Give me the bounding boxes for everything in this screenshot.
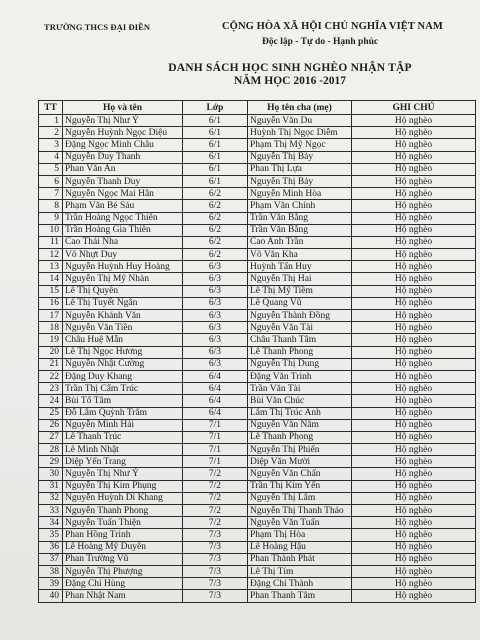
row-number: 5 xyxy=(39,163,63,175)
class-name: 7/2 xyxy=(183,517,248,529)
student-name: Phan Hồng Trinh xyxy=(63,529,183,541)
parent-name: Nguyễn Thị Thanh Thảo xyxy=(248,505,352,517)
parent-name: Lê Thị Mỹ Tiềm xyxy=(248,285,352,297)
class-name: 6/2 xyxy=(183,200,248,212)
national-motto: Độc lập - Tự do - Hạnh phúc xyxy=(262,37,379,47)
student-name: Trần Hoàng Ngọc Thiên xyxy=(63,212,183,224)
class-name: 6/1 xyxy=(183,127,248,139)
school-year: NĂM HỌC 2016 -2017 xyxy=(233,75,347,87)
student-name: Cao Thái Nha xyxy=(63,236,183,248)
note-cell: Hộ nghèo xyxy=(352,395,476,407)
class-name: 7/1 xyxy=(183,456,248,468)
row-number: 16 xyxy=(39,297,63,309)
note-cell: Hộ nghèo xyxy=(352,492,476,504)
row-number: 33 xyxy=(39,505,63,517)
parent-name: Nguyễn Văn Tài xyxy=(248,322,352,334)
student-name: Nguyễn Khánh Văn xyxy=(63,310,183,322)
note-cell: Hộ nghèo xyxy=(352,310,476,322)
row-number: 15 xyxy=(39,285,63,297)
parent-name: Phạm Thị Mỹ Ngọc xyxy=(248,139,352,151)
parent-name: Đặng Văn Trình xyxy=(248,370,352,382)
student-name: Phan Nhật Nam xyxy=(63,590,183,602)
student-name: Nguyễn Thanh Phong xyxy=(63,505,183,517)
class-name: 6/3 xyxy=(183,334,248,346)
student-name: Châu Huệ Mẫn xyxy=(63,334,183,346)
class-name: 6/4 xyxy=(183,395,248,407)
parent-name: Lê Hoàng Hậu xyxy=(248,541,352,553)
note-cell: Hộ nghèo xyxy=(352,261,476,273)
table-row xyxy=(39,163,476,175)
table-row xyxy=(39,358,476,370)
parent-name: Trần Thị Kim Yến xyxy=(248,480,352,492)
parent-name: Lê Thị Tím xyxy=(248,565,352,577)
note-cell: Hộ nghèo xyxy=(352,370,476,382)
table-row xyxy=(39,419,476,431)
note-cell: Hộ nghèo xyxy=(352,431,476,443)
parent-name: Phạm Văn Chính xyxy=(248,200,352,212)
table-row xyxy=(39,431,476,443)
row-number: 4 xyxy=(39,151,63,163)
table-row xyxy=(39,310,476,322)
table-header-row xyxy=(39,101,476,115)
column-header-tt: TT xyxy=(39,101,63,115)
note-cell: Hộ nghèo xyxy=(352,590,476,602)
parent-name: Phạm Thị Hòa xyxy=(248,529,352,541)
student-name: Phan Văn An xyxy=(63,163,183,175)
student-name: Nguyễn Văn Tiền xyxy=(63,322,183,334)
row-number: 26 xyxy=(39,419,63,431)
class-name: 6/2 xyxy=(183,212,248,224)
note-cell: Hộ nghèo xyxy=(352,358,476,370)
table-row xyxy=(39,188,476,200)
parent-name: Nguyễn Thị Bảy xyxy=(248,175,352,187)
row-number: 3 xyxy=(39,139,63,151)
row-number: 32 xyxy=(39,492,63,504)
note-cell: Hộ nghèo xyxy=(352,163,476,175)
parent-name: Nguyễn Thị Phiến xyxy=(248,444,352,456)
row-number: 2 xyxy=(39,127,63,139)
note-cell: Hộ nghèo xyxy=(352,322,476,334)
parent-name: Nguyễn Thị Lâm xyxy=(248,492,352,504)
table-row xyxy=(39,224,476,236)
table-row xyxy=(39,395,476,407)
row-number: 6 xyxy=(39,175,63,187)
school-name: TRƯỜNG THCS ĐẠI ĐIỀN xyxy=(44,22,151,32)
student-name: Đặng Ngọc Minh Châu xyxy=(63,139,183,151)
row-number: 9 xyxy=(39,212,63,224)
parent-name: Lâm Thị Trúc Anh xyxy=(248,407,352,419)
note-cell: Hộ nghèo xyxy=(352,151,476,163)
parent-name: Nguyễn Văn Tuấn xyxy=(248,517,352,529)
parent-name: Lê Thanh Phong xyxy=(248,431,352,443)
row-number: 34 xyxy=(39,517,63,529)
class-name: 6/1 xyxy=(183,139,248,151)
table-row xyxy=(39,273,476,285)
class-name: 6/3 xyxy=(183,358,248,370)
parent-name: Nguyễn Văn Du xyxy=(248,115,352,127)
table-row xyxy=(39,590,476,602)
note-cell: Hộ nghèo xyxy=(352,346,476,358)
row-number: 28 xyxy=(39,444,63,456)
row-number: 27 xyxy=(39,431,63,443)
table-body xyxy=(39,115,476,603)
table-row xyxy=(39,236,476,248)
table-row xyxy=(39,480,476,492)
note-cell: Hộ nghèo xyxy=(352,565,476,577)
note-cell: Hộ nghèo xyxy=(352,419,476,431)
student-name: Nguyễn Tuấn Thiện xyxy=(63,517,183,529)
parent-name: Phan Thành Phát xyxy=(248,553,352,565)
row-number: 13 xyxy=(39,261,63,273)
student-name: Nguyễn Thị Như Ý xyxy=(63,115,183,127)
table-row xyxy=(39,285,476,297)
row-number: 22 xyxy=(39,370,63,382)
table-row xyxy=(39,297,476,309)
student-name: Nguyễn Duy Thanh xyxy=(63,151,183,163)
parent-name: Nguyễn Văn Năm xyxy=(248,419,352,431)
class-name: 7/3 xyxy=(183,541,248,553)
row-number: 20 xyxy=(39,346,63,358)
table-row xyxy=(39,553,476,565)
class-name: 6/1 xyxy=(183,151,248,163)
class-name: 6/2 xyxy=(183,224,248,236)
class-name: 6/3 xyxy=(183,285,248,297)
national-heading: CỘNG HÒA XÃ HỘI CHỦ NGHĨA VIỆT NAM xyxy=(222,21,443,32)
note-cell: Hộ nghèo xyxy=(352,249,476,261)
table-row xyxy=(39,492,476,504)
table-row xyxy=(39,200,476,212)
table-row xyxy=(39,444,476,456)
student-name: Lê Thị Quyên xyxy=(63,285,183,297)
student-name: Đỗ Lâm Quỳnh Trâm xyxy=(63,407,183,419)
class-name: 7/1 xyxy=(183,431,248,443)
note-cell: Hộ nghèo xyxy=(352,200,476,212)
table-row xyxy=(39,407,476,419)
student-name: Nguyễn Huỳnh Ngọc Diệu xyxy=(63,127,183,139)
student-name: Nguyễn Thị Phượng xyxy=(63,565,183,577)
class-name: 7/3 xyxy=(183,590,248,602)
student-name: Lê Hoàng Mỹ Duyên xyxy=(63,541,183,553)
note-cell: Hộ nghèo xyxy=(352,468,476,480)
class-name: 6/4 xyxy=(183,383,248,395)
note-cell: Hộ nghèo xyxy=(352,175,476,187)
student-table xyxy=(38,100,476,603)
class-name: 6/3 xyxy=(183,346,248,358)
student-name: Nguyễn Thị Mỹ Nhàn xyxy=(63,273,183,285)
note-cell: Hộ nghèo xyxy=(352,188,476,200)
parent-name: Diệp Văn Mười xyxy=(248,456,352,468)
table-row xyxy=(39,261,476,273)
note-cell: Hộ nghèo xyxy=(352,517,476,529)
parent-name: Trần Văn Tài xyxy=(248,383,352,395)
table-row xyxy=(39,383,476,395)
class-name: 6/4 xyxy=(183,407,248,419)
parent-name: Huỳnh Thị Ngọc Diễm xyxy=(248,127,352,139)
parent-name: Trần Văn Bằng xyxy=(248,224,352,236)
note-cell: Hộ nghèo xyxy=(352,456,476,468)
note-cell: Hộ nghèo xyxy=(352,127,476,139)
class-name: 7/3 xyxy=(183,553,248,565)
row-number: 25 xyxy=(39,407,63,419)
class-name: 6/3 xyxy=(183,310,248,322)
table-row xyxy=(39,115,476,127)
class-name: 7/2 xyxy=(183,468,248,480)
table-row xyxy=(39,505,476,517)
table-row xyxy=(39,565,476,577)
parent-name: Võ Văn Kha xyxy=(248,249,352,261)
note-cell: Hộ nghèo xyxy=(352,115,476,127)
row-number: 10 xyxy=(39,224,63,236)
row-number: 30 xyxy=(39,468,63,480)
table-row xyxy=(39,541,476,553)
table-row xyxy=(39,529,476,541)
row-number: 29 xyxy=(39,456,63,468)
student-name: Đặng Duy Khang xyxy=(63,370,183,382)
column-header-note: GHI CHÚ xyxy=(352,101,476,115)
column-header-class: Lớp xyxy=(183,101,248,115)
row-number: 37 xyxy=(39,553,63,565)
class-name: 6/2 xyxy=(183,188,248,200)
class-name: 6/3 xyxy=(183,297,248,309)
table-row xyxy=(39,370,476,382)
parent-name: Châu Thanh Tâm xyxy=(248,334,352,346)
class-name: 7/3 xyxy=(183,578,248,590)
class-name: 6/2 xyxy=(183,249,248,261)
note-cell: Hộ nghèo xyxy=(352,480,476,492)
class-name: 6/1 xyxy=(183,163,248,175)
parent-name: Nguyễn Thị Dung xyxy=(248,358,352,370)
row-number: 35 xyxy=(39,529,63,541)
table-row xyxy=(39,249,476,261)
row-number: 1 xyxy=(39,115,63,127)
row-number: 36 xyxy=(39,541,63,553)
row-number: 38 xyxy=(39,565,63,577)
row-number: 24 xyxy=(39,395,63,407)
row-number: 12 xyxy=(39,249,63,261)
table-row xyxy=(39,517,476,529)
row-number: 31 xyxy=(39,480,63,492)
note-cell: Hộ nghèo xyxy=(352,212,476,224)
note-cell: Hộ nghèo xyxy=(352,444,476,456)
student-name: Nguyễn Huỳnh Huy Hoàng xyxy=(63,261,183,273)
note-cell: Hộ nghèo xyxy=(352,553,476,565)
table-row xyxy=(39,468,476,480)
student-name: Nguyễn Thanh Duy xyxy=(63,175,183,187)
note-cell: Hộ nghèo xyxy=(352,529,476,541)
row-number: 19 xyxy=(39,334,63,346)
note-cell: Hộ nghèo xyxy=(352,383,476,395)
document-title: DANH SÁCH HỌC SINH NGHÈO NHẬN TẬP xyxy=(168,62,412,74)
note-cell: Hộ nghèo xyxy=(352,297,476,309)
row-number: 23 xyxy=(39,383,63,395)
row-number: 21 xyxy=(39,358,63,370)
table-row xyxy=(39,139,476,151)
row-number: 11 xyxy=(39,236,63,248)
class-name: 6/4 xyxy=(183,370,248,382)
class-name: 7/2 xyxy=(183,505,248,517)
note-cell: Hộ nghèo xyxy=(352,224,476,236)
student-name: Trần Hoàng Gia Thiên xyxy=(63,224,183,236)
student-name: Lê Thị Ngọc Hương xyxy=(63,346,183,358)
parent-name: Lê Quang Vũ xyxy=(248,297,352,309)
parent-name: Trần Văn Bằng xyxy=(248,212,352,224)
student-name: Nguyễn Thị Kim Phụng xyxy=(63,480,183,492)
parent-name: Đặng Chí Thành xyxy=(248,578,352,590)
student-name: Nguyễn Huỳnh Di Khang xyxy=(63,492,183,504)
row-number: 40 xyxy=(39,590,63,602)
student-name: Diệp Yến Trang xyxy=(63,456,183,468)
parent-name: Nguyễn Minh Hòa xyxy=(248,188,352,200)
row-number: 18 xyxy=(39,322,63,334)
class-name: 6/1 xyxy=(183,175,248,187)
table-row xyxy=(39,334,476,346)
note-cell: Hộ nghèo xyxy=(352,285,476,297)
student-name: Lê Thanh Trúc xyxy=(63,431,183,443)
table-row xyxy=(39,578,476,590)
student-name: Nguyễn Nhật Cường xyxy=(63,358,183,370)
note-cell: Hộ nghèo xyxy=(352,273,476,285)
student-name: Phạm Văn Bé Sáu xyxy=(63,200,183,212)
column-header-name: Họ và tên xyxy=(63,101,183,115)
note-cell: Hộ nghèo xyxy=(352,139,476,151)
student-name: Phan Trường Vũ xyxy=(63,553,183,565)
parent-name: Huỳnh Tấn Huy xyxy=(248,261,352,273)
parent-name: Nguyễn Thành Đồng xyxy=(248,310,352,322)
student-name: Trần Thị Cẩm Trúc xyxy=(63,383,183,395)
class-name: 7/1 xyxy=(183,444,248,456)
parent-name: Cao Anh Trần xyxy=(248,236,352,248)
student-name: Nguyễn Ngọc Mai Hân xyxy=(63,188,183,200)
row-number: 17 xyxy=(39,310,63,322)
table-row xyxy=(39,127,476,139)
table-row xyxy=(39,346,476,358)
table-row xyxy=(39,456,476,468)
note-cell: Hộ nghèo xyxy=(352,505,476,517)
class-name: 7/2 xyxy=(183,480,248,492)
parent-name: Nguyễn Thị Bảy xyxy=(248,151,352,163)
note-cell: Hộ nghèo xyxy=(352,541,476,553)
row-number: 7 xyxy=(39,188,63,200)
parent-name: Nguyễn Văn Chấn xyxy=(248,468,352,480)
column-header-parent: Họ tên cha (mẹ) xyxy=(248,101,352,115)
class-name: 6/3 xyxy=(183,261,248,273)
class-name: 7/2 xyxy=(183,492,248,504)
student-name: Lê Minh Nhật xyxy=(63,444,183,456)
note-cell: Hộ nghèo xyxy=(352,334,476,346)
class-name: 6/3 xyxy=(183,273,248,285)
class-name: 7/3 xyxy=(183,529,248,541)
student-name: Nguyễn Minh Hải xyxy=(63,419,183,431)
row-number: 39 xyxy=(39,578,63,590)
class-name: 6/2 xyxy=(183,236,248,248)
note-cell: Hộ nghèo xyxy=(352,236,476,248)
table-row xyxy=(39,322,476,334)
student-name: Bùi Tố Tâm xyxy=(63,395,183,407)
parent-name: Lê Thanh Phong xyxy=(248,346,352,358)
table-row xyxy=(39,212,476,224)
table-row xyxy=(39,151,476,163)
parent-name: Phan Thanh Tâm xyxy=(248,590,352,602)
student-name: Nguyễn Thị Như Ý xyxy=(63,468,183,480)
student-name: Đặng Chí Hùng xyxy=(63,578,183,590)
parent-name: Phan Thị Lựa xyxy=(248,163,352,175)
parent-name: Nguyễn Thị Hai xyxy=(248,273,352,285)
student-name: Võ Nhựt Duy xyxy=(63,249,183,261)
student-name: Lê Thị Tuyết Ngân xyxy=(63,297,183,309)
table-row xyxy=(39,175,476,187)
row-number: 14 xyxy=(39,273,63,285)
class-name: 7/1 xyxy=(183,419,248,431)
note-cell: Hộ nghèo xyxy=(352,578,476,590)
class-name: 6/1 xyxy=(183,115,248,127)
parent-name: Bùi Văn Chúc xyxy=(248,395,352,407)
class-name: 6/3 xyxy=(183,322,248,334)
class-name: 7/3 xyxy=(183,565,248,577)
note-cell: Hộ nghèo xyxy=(352,407,476,419)
row-number: 8 xyxy=(39,200,63,212)
